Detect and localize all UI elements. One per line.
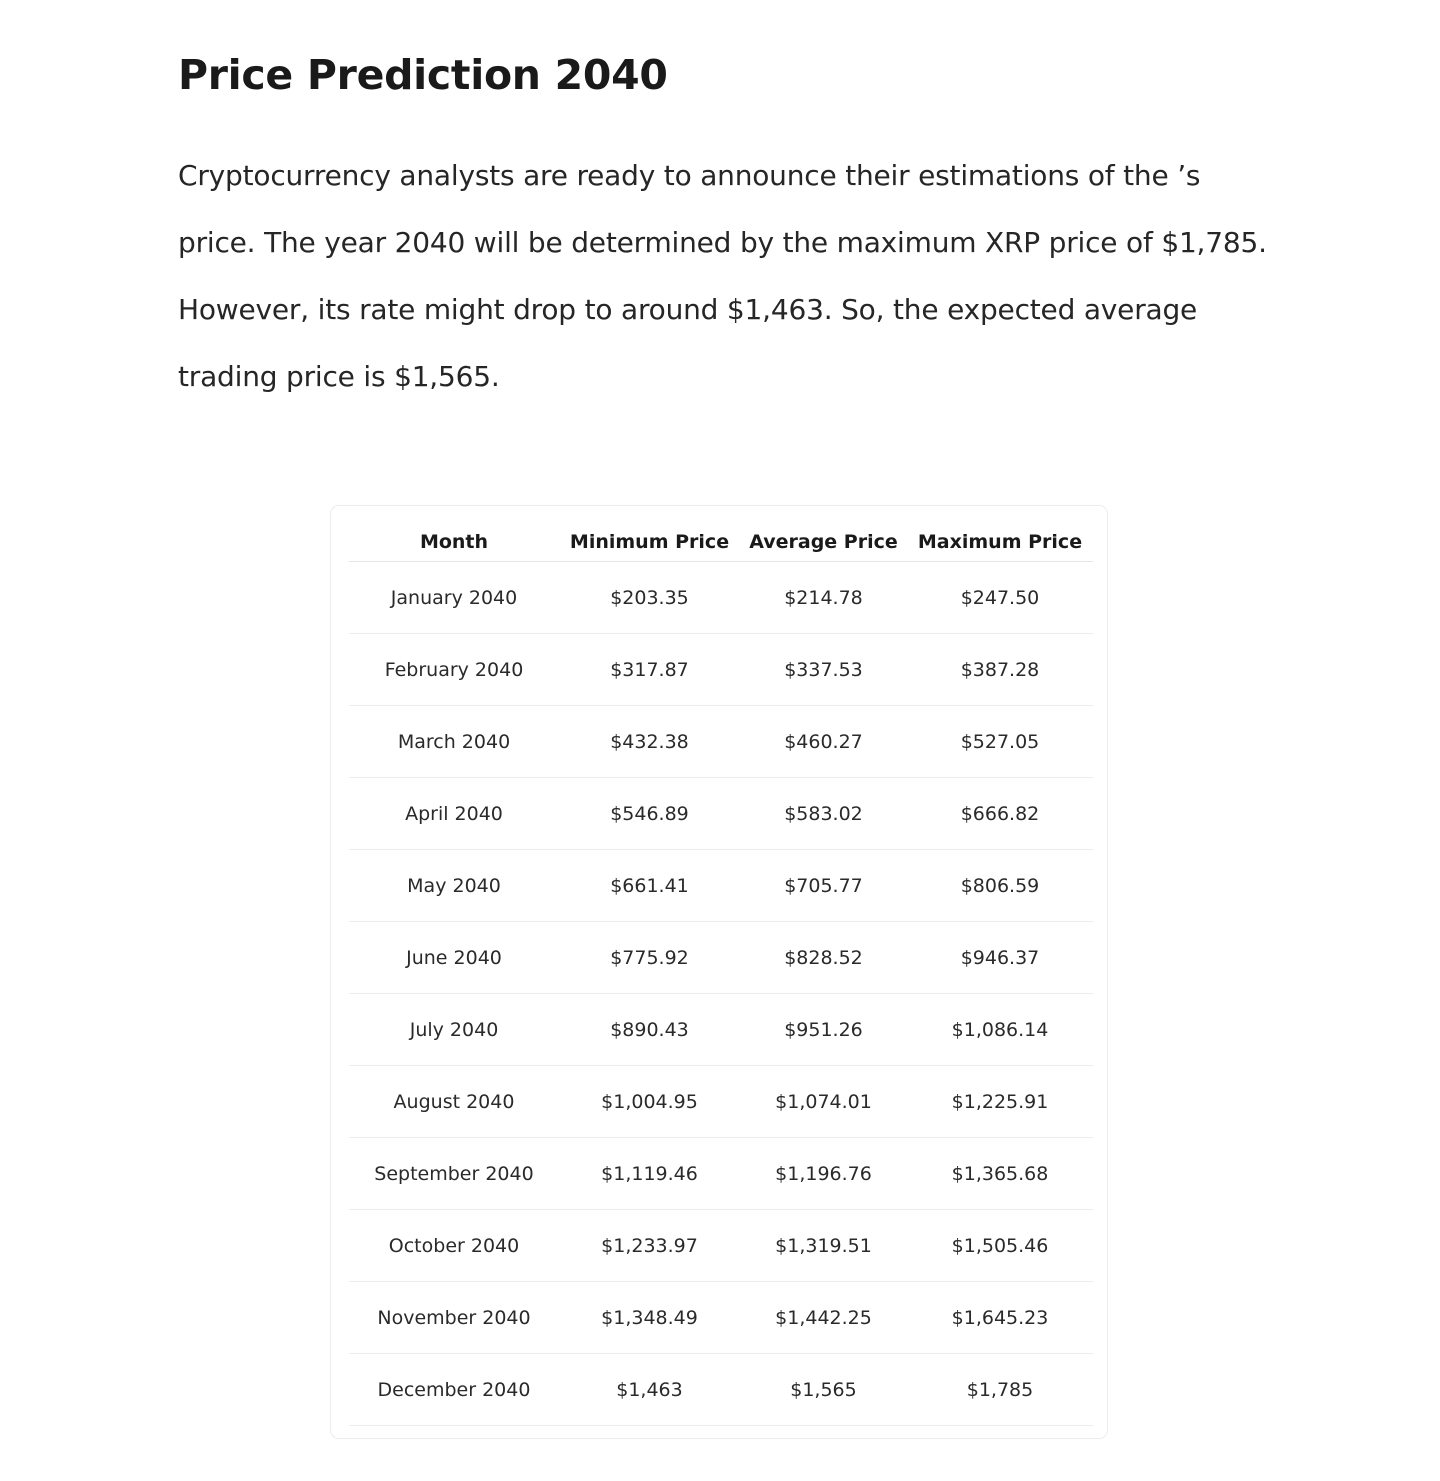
price-table-card [330,505,1108,1439]
maximum-price-cell: $1,785 [907,1354,1093,1426]
maximum-price-cell: $946.37 [907,922,1093,994]
average-price-cell: $828.52 [740,922,907,994]
month-cell: August 2040 [349,1066,559,1138]
month-cell: May 2040 [349,850,559,922]
intro-paragraph: Cryptocurrency analysts are ready to announce their estimations of the ’s price. The year 2040 will be determined by the maximum XRP price of $1,785. However, its rate might drop to around $1,463. So, the expected average trading price is $1,565. [178,159,1267,393]
minimum-price-cell: $1,233.97 [559,1210,740,1282]
minimum-price-cell: $661.41 [559,850,740,922]
average-price-cell: $460.27 [740,706,907,778]
month-cell: June 2040 [349,922,559,994]
maximum-price-cell: $1,645.23 [907,1282,1093,1354]
price-prediction-table [349,523,1093,1426]
table-row [349,994,1093,1066]
table-row [349,1282,1093,1354]
minimum-price-cell: $890.43 [559,994,740,1066]
table-row [349,634,1093,706]
month-cell: November 2040 [349,1282,559,1354]
minimum-price-cell: $775.92 [559,922,740,994]
table-row [349,562,1093,634]
minimum-price-cell: $432.38 [559,706,740,778]
minimum-price-cell: $317.87 [559,634,740,706]
maximum-price-cell: $1,086.14 [907,994,1093,1066]
month-cell: March 2040 [349,706,559,778]
average-price-cell: $214.78 [740,562,907,634]
month-cell: December 2040 [349,1354,559,1426]
maximum-price-cell: $1,225.91 [907,1066,1093,1138]
average-price-cell: $1,565 [740,1354,907,1426]
column-header-minimum-price: Minimum Price [559,523,740,562]
maximum-price-cell: $247.50 [907,562,1093,634]
maximum-price-cell: $1,365.68 [907,1138,1093,1210]
table-row [349,1210,1093,1282]
average-price-cell: $1,319.51 [740,1210,907,1282]
month-cell: July 2040 [349,994,559,1066]
maximum-price-cell: $527.05 [907,706,1093,778]
average-price-cell: $1,074.01 [740,1066,907,1138]
average-price-cell: $583.02 [740,778,907,850]
average-price-cell: $1,196.76 [740,1138,907,1210]
average-price-cell: $1,442.25 [740,1282,907,1354]
minimum-price-cell: $1,348.49 [559,1282,740,1354]
column-header-month: Month [349,523,559,562]
column-header-maximum-price: Maximum Price [907,523,1093,562]
table-row [349,1066,1093,1138]
maximum-price-cell: $387.28 [907,634,1093,706]
minimum-price-cell: $1,463 [559,1354,740,1426]
average-price-cell: $951.26 [740,994,907,1066]
month-cell: October 2040 [349,1210,559,1282]
month-cell: September 2040 [349,1138,559,1210]
maximum-price-cell: $1,505.46 [907,1210,1093,1282]
minimum-price-cell: $1,119.46 [559,1138,740,1210]
table-row [349,1138,1093,1210]
maximum-price-cell: $666.82 [907,778,1093,850]
minimum-price-cell: $1,004.95 [559,1066,740,1138]
page-title: Price Prediction 2040 [178,51,668,99]
table-row [349,706,1093,778]
minimum-price-cell: $203.35 [559,562,740,634]
table-row [349,778,1093,850]
month-cell: February 2040 [349,634,559,706]
column-header-average-price: Average Price [740,523,907,562]
average-price-cell: $337.53 [740,634,907,706]
month-cell: April 2040 [349,778,559,850]
table-row [349,922,1093,994]
table-header-row [349,523,1093,562]
table-row [349,1354,1093,1426]
minimum-price-cell: $546.89 [559,778,740,850]
average-price-cell: $705.77 [740,850,907,922]
table-row [349,850,1093,922]
month-cell: January 2040 [349,562,559,634]
maximum-price-cell: $806.59 [907,850,1093,922]
